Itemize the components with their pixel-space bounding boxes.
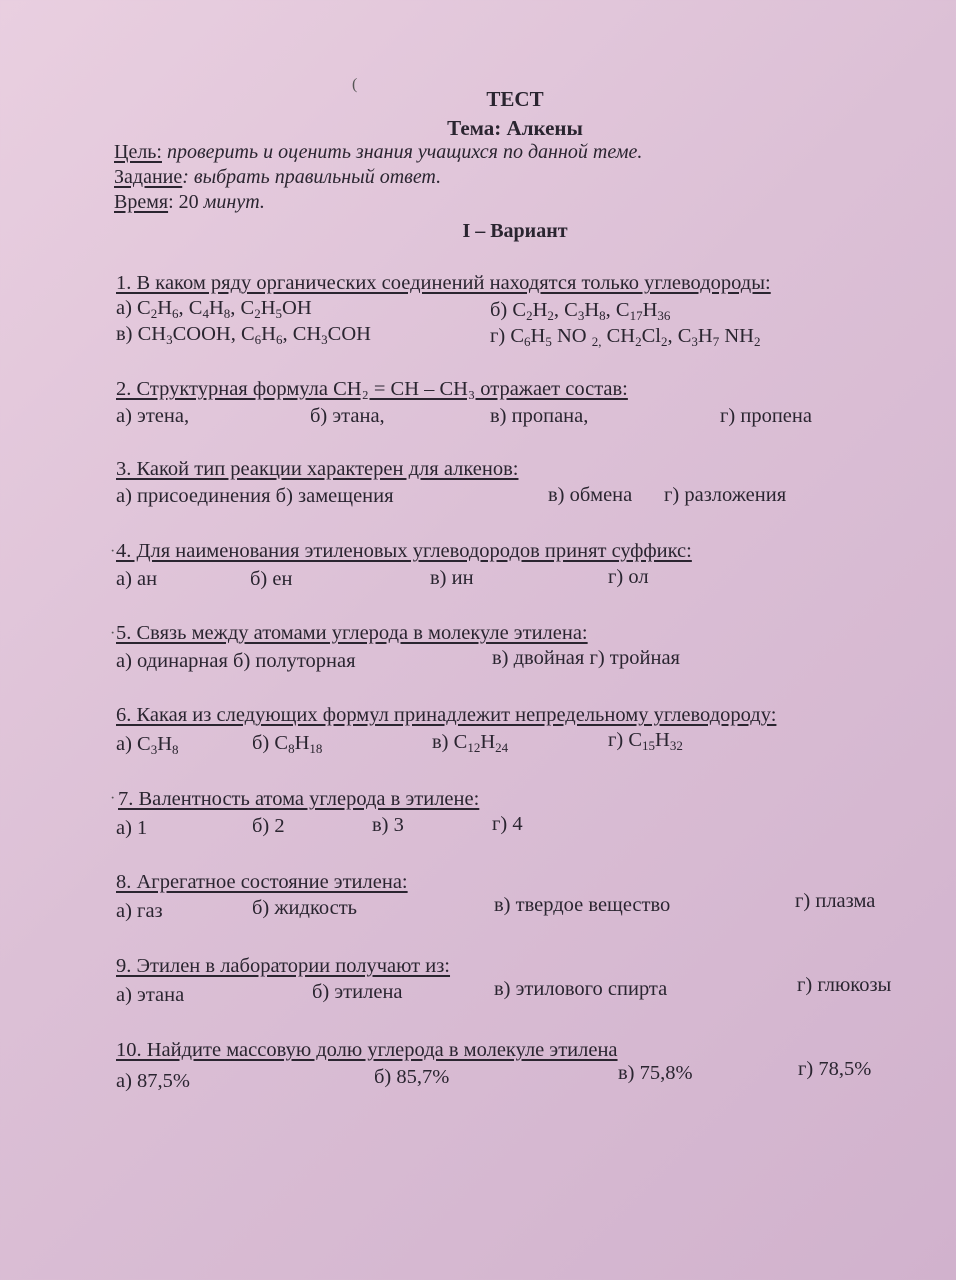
task-line [114,166,441,189]
answer-1b: б) $C_2H_2$, $C_3H_8$, $C_{17}H_{36}$ [490,299,671,323]
question-7: 7. Валентность атома углерода в этилене: [118,788,480,810]
time-unit: минут. [203,191,265,213]
question-5: 5. Связь между атомами углерода в молекуле этилена: [116,622,588,644]
question-9: 9. Этилен в лаборатории получают из: [116,955,451,977]
question-2: 2. Структурная формула CH₂ = CH – CH₃ отражает состав: [116,378,628,400]
topic-title: Тема: Алкены [447,116,583,140]
task-text: : выбрать правильный ответ. [182,166,442,188]
answer-6d: г) $C_{15}H_{32}$ [608,729,683,753]
answer-7b: б) 2 [252,815,285,837]
time-line [114,191,265,214]
answer-10a: а) 87,5% [116,1070,191,1092]
pen-mark: · [110,625,116,642]
answer-10c: в) 75,8% [618,1062,693,1084]
answer-5ab: а) одинарная б) полуторная [116,650,356,672]
answer-8a: а) газ [116,900,163,922]
question-8: 8. Агрегатное состояние этилена: [116,871,408,893]
answer-2d: г) пропена [720,405,812,427]
pen-mark: · [110,543,116,560]
answer-8d: г) плазма [795,890,876,912]
answer-7c: в) 3 [372,814,404,836]
answer-6a: а) $C_3H_8$ [116,733,179,757]
answer-3ab: а) присоединения б) замещения [116,485,394,507]
answer-3d: г) разложения [664,484,787,506]
answer-9d: г) глюкозы [797,974,892,996]
answer-2c: в) пропана, [490,405,589,427]
goal-text: проверить и оценить знания учащихся по данной теме. [161,141,643,163]
time-label: Время [114,191,169,213]
answer-4b: б) ен [250,568,293,590]
question-4: 4. Для наименования этиленовых углеводородов принят суффикс: [116,540,692,562]
question-10: 10. Найдите массовую долю углерода в молекуле этилена [116,1039,618,1061]
answer-9a: а) этана [116,984,185,1006]
question-3: 3. Какой тип реакции характерен для алкенов: [116,458,519,480]
answer-8b: б) жидкость [252,897,358,919]
pen-mark: · [110,790,116,807]
time-text: : 20 [168,191,204,213]
answer-6c: в) $C_{12}H_{24}$ [432,731,509,755]
answer-9b: б) этилена [312,981,403,1003]
answer-1c: в) $CH_3COOH$, $C_6H_6$, $CH_3COH$ [116,323,371,347]
test-title: ТЕСТ [486,87,544,111]
answer-8c: в) твердое вещество [494,894,671,916]
answer-9c: в) этилового спирта [494,978,668,1000]
answer-4c: в) ин [430,567,474,589]
answer-7a: а) 1 [116,817,148,839]
answer-2b: б) этана, [310,405,385,427]
pen-mark: ( [352,76,358,93]
answer-3c: в) обмена [548,484,633,506]
goal-line [114,141,642,164]
answer-10d: г) 78,5% [798,1058,872,1080]
answer-4d: г) ол [608,566,649,588]
question-6: 6. Какая из следующих формул принадлежит непредельному углеводороду: [116,704,777,726]
question-1: 1. В каком ряду органических соединений находятся только углеводороды: [116,272,771,294]
task-label: Задание [114,166,183,188]
answer-1d: г) $C_6H_5$ NO $_{2,}$ $CH_2Cl_2$, $C_3H_7$ $NH_2$ [490,325,761,349]
answer-7d: г) 4 [492,813,523,835]
answer-4a: а) ан [116,568,158,590]
goal-label: Цель: [114,141,162,163]
variant-title: I – Вариант [462,220,568,242]
answer-2a: а) этена, [116,405,190,427]
answer-5cd: в) двойная г) тройная [492,647,680,669]
answer-10b: б) 85,7% [374,1066,450,1088]
answer-6b: б) $C_8H_{18}$ [252,732,323,756]
answer-1a: а) $C_2H_6$, $C_4H_8$, $C_2H_5OH$ [116,297,312,321]
